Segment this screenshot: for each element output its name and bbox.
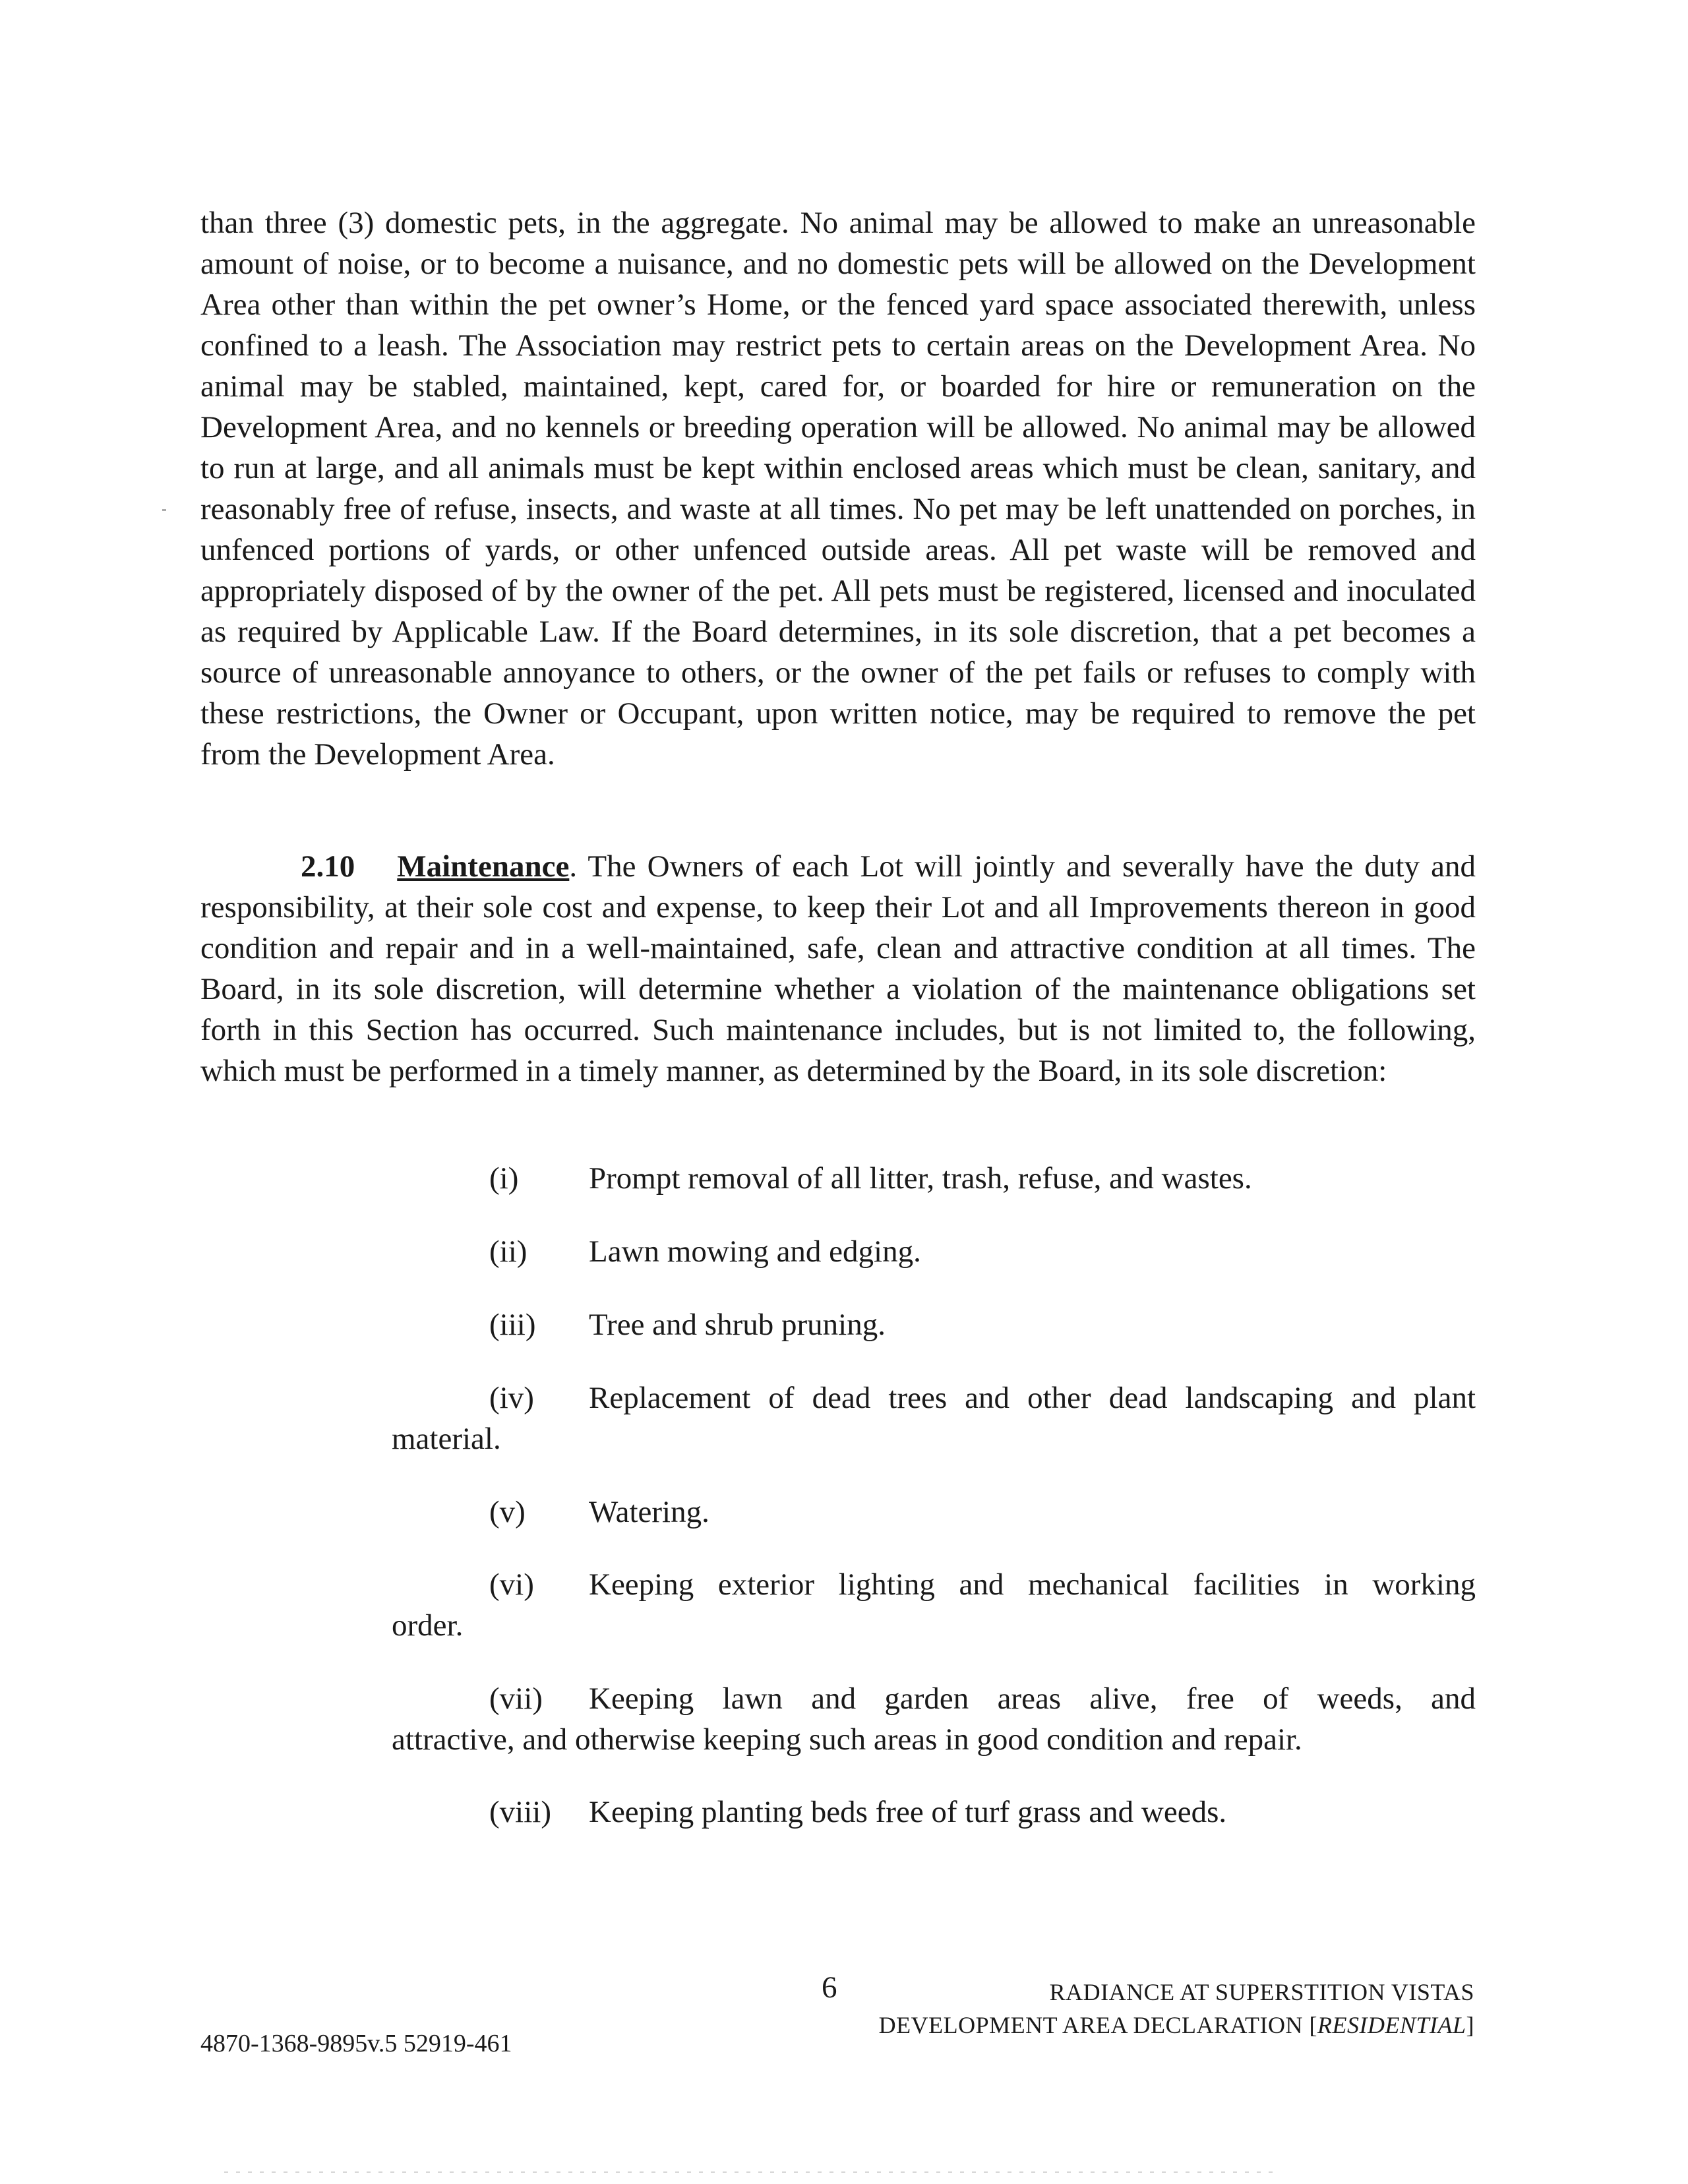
list-item-number: (viii)	[489, 1795, 551, 1829]
page-number: 6	[822, 1970, 837, 2005]
list-item-number: (v)	[489, 1495, 526, 1529]
section-number: 2.10	[301, 849, 355, 884]
footer-title-line2-prefix: DEVELOPMENT AREA DECLARATION [	[878, 2012, 1317, 2038]
list-item-continuation: order.	[392, 1608, 464, 1643]
footer-document-title	[879, 1976, 1474, 2042]
list-item-number: (vi)	[489, 1567, 534, 1602]
scan-artifact	[162, 509, 166, 511]
list-item-text: Watering.	[589, 1495, 709, 1529]
list-item-number: (i)	[489, 1161, 519, 1196]
list-item-text: Tree and shrub pruning.	[589, 1308, 886, 1342]
footer-title-line2-suffix: ]	[1466, 2012, 1474, 2038]
section-title: Maintenance	[397, 849, 570, 884]
footer-title-line1: RADIANCE AT SUPERSTITION VISTAS	[1049, 1979, 1474, 2005]
document-id: 4870-1368-9895v.5 52919-461	[200, 2030, 512, 2057]
paragraph-pets: than three (3) domestic pets, in the aggregate. No animal may be allowed to make an unreasonable amount of noise, or to become a nuisance, and no domestic pets will be allowed on the Development Area other than within the pet owner’s Home, or the fenced yard space associated therewith, unless confined to a leash. The Association may restrict pets to certain areas on the Development Area. No animal may be stabled, maintained, kept, cared for, or boarded for hire or remuneration on the Development Area, and no kennels or breeding operation will be allowed. No animal may be allowed to run at large, and all animals must be kept within enclosed areas which must be clean, sanitary, and reasonably free of refuse, insects, and waste at all times. No pet may be left unattended on porches, in unfenced portions of yards, or other unfenced outside areas. All pet waste will be removed and appropriately disposed of by the owner of the pet. All pets must be registered, licensed and inoculated as required by Applicable Law. If the Board determines, in its sole discretion, that a pet becomes a source of unreasonable annoyance to others, or the owner of the pet fails or refuses to comply with these restrictions, the Owner or Occupant, upon written notice, may be required to remove the pet from the Development Area.	[200, 206, 1476, 772]
list-item-text: Prompt removal of all litter, trash, refuse, and wastes.	[589, 1161, 1252, 1196]
paragraph-maintenance	[200, 846, 1476, 1091]
footer-title-line2	[879, 2009, 1474, 2042]
list-item-continuation: material.	[392, 1422, 501, 1456]
list-item-text: Keeping exterior lighting and mechanical facilities in working	[589, 1567, 1476, 1602]
section-text: The Owners of each Lot will jointly and severally have the duty and responsibility, at their sole cost and expense, to keep their Lot and all Improvements thereon in good condition and repair and in a well-maintained, safe, clean and attractive condition at all times. The Board, in its sole discretion, will determine whether a violation of the maintenance obligations set forth in this Section has occurred. Such maintenance includes, but is not limited to, the following, which must be performed in a timely manner, as determined by the Board, in its sole discretion:	[200, 849, 1476, 1088]
list-item-text: Replacement of dead trees and other dead landscaping and plant	[589, 1381, 1476, 1415]
list-item-number: (iii)	[489, 1308, 536, 1342]
scan-artifact-line	[224, 2171, 1279, 2173]
list-item-text: Keeping lawn and garden areas alive, free of weeds, and	[589, 1682, 1476, 1716]
list-item-number: (vii)	[489, 1682, 543, 1716]
list-item-text: Keeping planting beds free of turf grass and weeds.	[589, 1795, 1227, 1829]
section-title-period: .	[569, 849, 578, 884]
footer-title-line2-italic: RESIDENTIAL	[1317, 2012, 1466, 2038]
list-item-text: Lawn mowing and edging.	[589, 1234, 921, 1269]
list-item-number: (ii)	[489, 1234, 528, 1269]
list-item-continuation: attractive, and otherwise keeping such areas in good condition and repair.	[392, 1722, 1302, 1757]
list-item-number: (iv)	[489, 1381, 534, 1415]
